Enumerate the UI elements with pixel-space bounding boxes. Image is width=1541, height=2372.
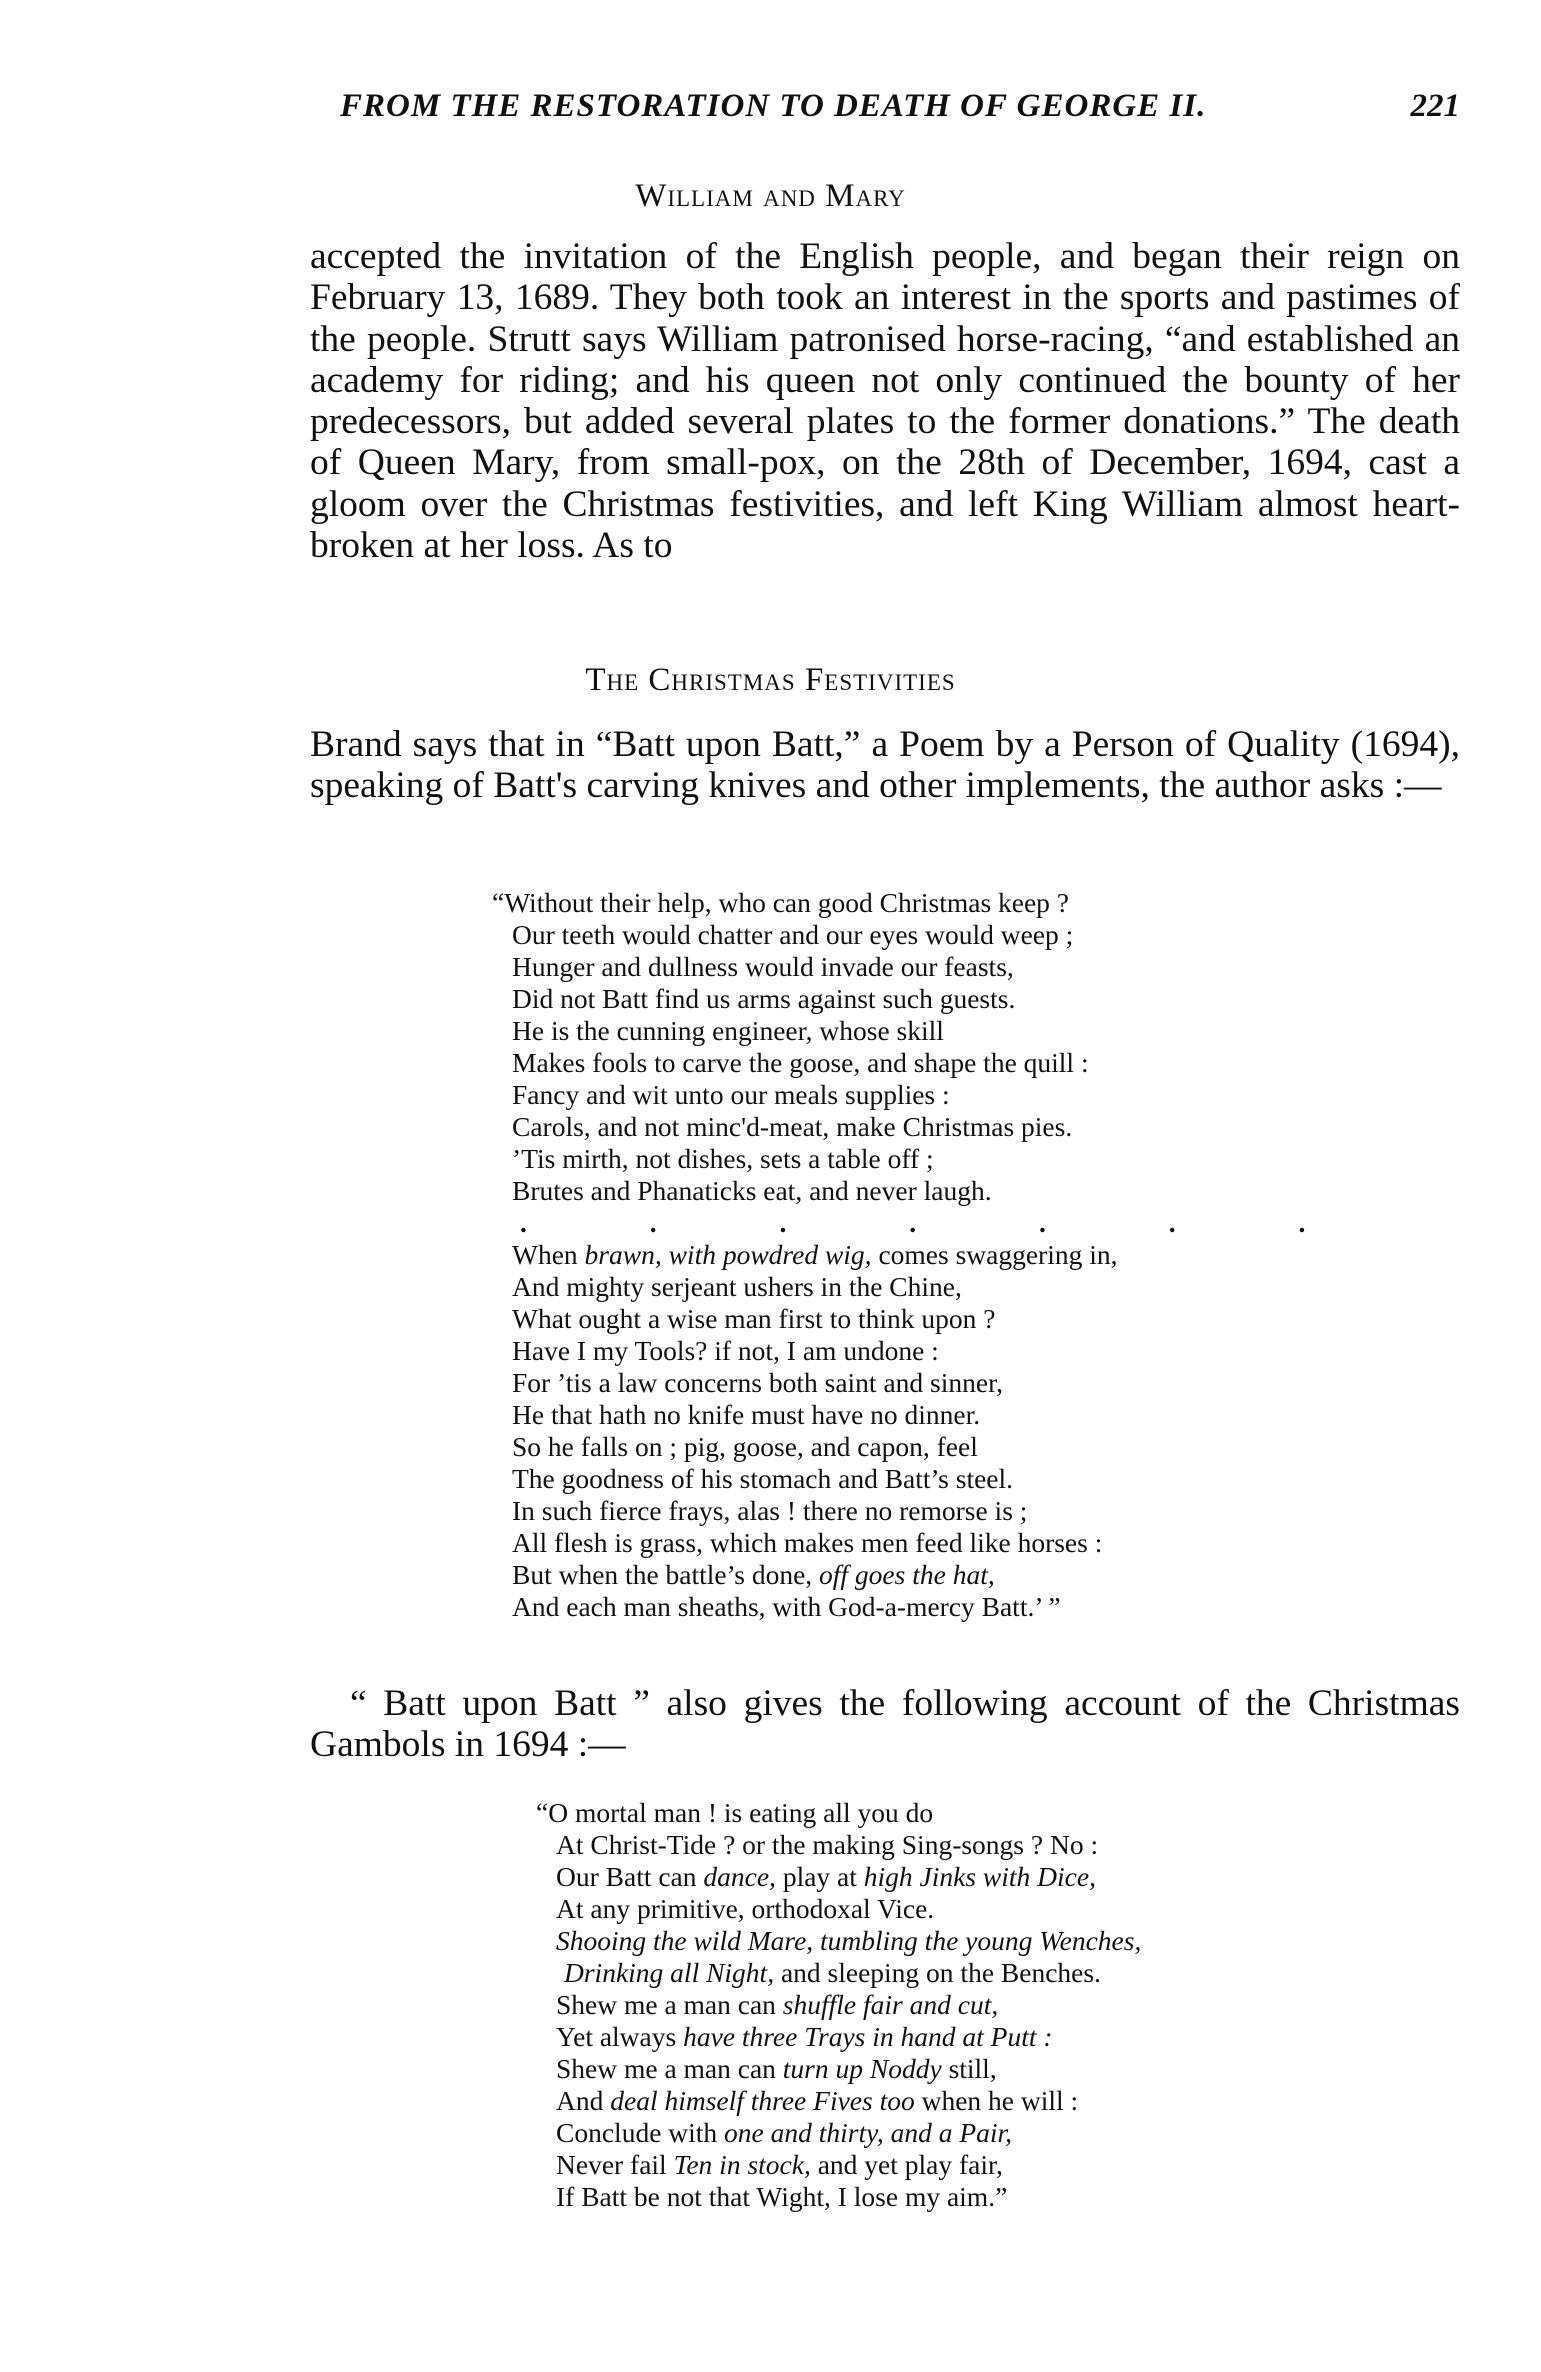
poem-line: Makes fools to carve the goose, and shape the quill : (512, 1047, 1089, 1078)
paragraph-text: accepted the invitation of the English people, and began their reign on February 13, 1689. They both took an interest in the sports and pastimes of the people. Strutt says William patronised horse-racing, “and established an academy for riding; and his queen not only continued the bounty of her predecessors, but added several plates to the former donations.” The death of Queen Mary, from small-pox, on the 28th of December, 1694, cast a gloom over the Christmas festivities, and left King William almost heart-broken at her loss. As to (310, 236, 1460, 567)
poem-batt-upon-batt-knives (492, 887, 1364, 1623)
poem-line: And deal himself three Fives too when he will : (556, 2085, 1079, 2116)
poem-line: For ’tis a law concerns both saint and sinner, (512, 1367, 1003, 1398)
william-and-mary-paragraph (310, 236, 1460, 566)
poem-line: “O mortal man ! is eating all you do (536, 1797, 934, 1828)
poem-line: In such fierce frays, alas ! there no remorse is ; (512, 1495, 1028, 1526)
poem-line: Shooing the wild Mare, tumbling the young Wenches, (556, 1925, 1142, 1956)
poem-line: Shew me a man can turn up Noddy still, (556, 2053, 997, 2084)
poem-line: Shew me a man can shuffle fair and cut, (556, 1989, 999, 2020)
poem-line: So he falls on ; pig, goose, and capon, feel (512, 1431, 978, 1462)
poem-line: At Christ-Tide ? or the making Sing-songs ? No : (556, 1829, 1099, 1860)
running-header (340, 88, 1460, 138)
poem-line: Never fail Ten in stock, and yet play fair, (556, 2149, 1003, 2180)
ellipsis-dots: . . . . . . . (520, 1207, 1364, 1238)
section-heading-william-and-mary: William and Mary (635, 178, 906, 214)
poem-line: Our Batt can dance, play at high Jinks with Dice, (556, 1861, 1096, 1892)
poem-line: Carols, and not minc'd-meat, make Christmas pies. (512, 1111, 1073, 1142)
poem-line: Drinking all Night, and sleeping on the Benches. (564, 1957, 1101, 1988)
poem-christmas-gambols (536, 1797, 1142, 2213)
poem-line: At any primitive, orthodoxal Vice. (556, 1893, 935, 1924)
running-head-title: FROM THE RESTORATION TO DEATH OF GEORGE II. (340, 88, 1207, 124)
poem-line: ’Tis mirth, not dishes, sets a table off ; (512, 1143, 934, 1174)
poem-line: But when the battle’s done, off goes the hat, (512, 1559, 995, 1590)
poem-line: Our teeth would chatter and our eyes would weep ; (512, 919, 1074, 950)
poem-line: Have I my Tools? if not, I am undone : (512, 1335, 939, 1366)
poem-line: He that hath no knife must have no dinner. (512, 1399, 981, 1430)
page-number: 221 (1410, 88, 1460, 124)
gambols-paragraph (310, 1683, 1460, 1766)
poem-line: Conclude with one and thirty, and a Pair, (556, 2117, 1013, 2148)
poem-line: The goodness of his stomach and Batt’s steel. (512, 1463, 1014, 1494)
poem-line: All flesh is grass, which makes men feed like horses : (512, 1527, 1103, 1558)
poem-line: He is the cunning engineer, whose skill (512, 1015, 944, 1046)
poem-line: “Without their help, who can good Christmas keep ? (492, 887, 1070, 918)
poem-line: Yet always have three Trays in hand at Putt : (556, 2021, 1053, 2052)
poem-line: Hunger and dullness would invade our feasts, (512, 951, 1014, 982)
poem-line: When brawn, with powdred wig, comes swaggering in, (512, 1239, 1118, 1270)
poem-line: If Batt be not that Wight, I lose my aim.” (556, 2181, 1008, 2212)
section-heading-christmas-festivities: The Christmas Festivities (585, 662, 956, 698)
poem-line: And each man sheaths, with God-a-mercy Batt.’ ” (512, 1591, 1061, 1622)
christmas-festivities-paragraph (310, 724, 1460, 807)
poem-line: Did not Batt find us arms against such guests. (512, 983, 1016, 1014)
paragraph-text: “ Batt upon Batt ” also gives the following account of the Christmas Gambols in 1694 :— (310, 1683, 1460, 1766)
poem-line: What ought a wise man first to think upon ? (512, 1303, 996, 1334)
paragraph-text: Brand says that in “Batt upon Batt,” a Poem by a Person of Quality (1694), speaking of Batt's carving knives and other implements, the author asks :— (310, 724, 1460, 807)
poem-line: Fancy and wit unto our meals supplies : (512, 1079, 950, 1110)
poem-line: Brutes and Phanaticks eat, and never laugh. (512, 1175, 992, 1206)
poem-line: And mighty serjeant ushers in the Chine, (512, 1271, 962, 1302)
